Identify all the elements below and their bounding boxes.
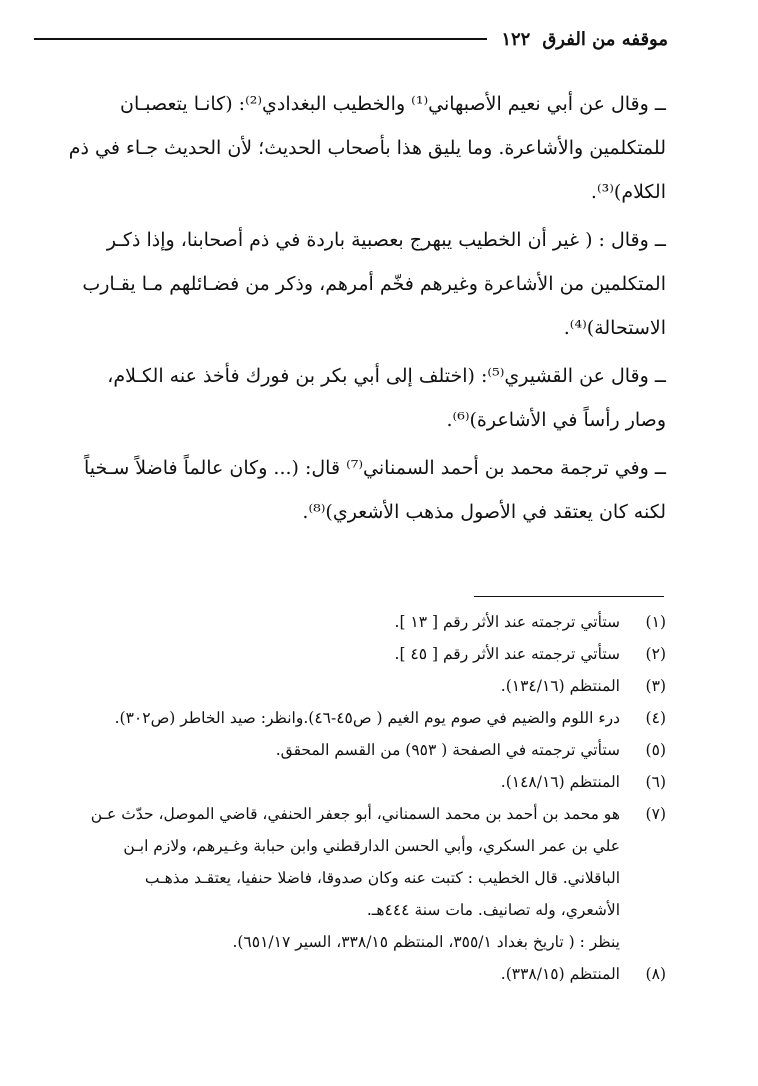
text-line: ــ وقال عن القشيري⁽⁵⁾: (اختلف إلى أبي بكر بن فورك فأخذ عنه الكـلام، <box>107 365 666 387</box>
main-text <box>58 82 666 536</box>
header-rule <box>34 38 487 40</box>
footnote-text: علي بن عمر السكري، وأبي الحسن الدارقطني وابن حبابة وغـيرهم، ولازم ابـن <box>123 837 620 855</box>
footnote-text: ستأتي ترجمته في الصفحة ( ٩٥٣) من القسم المحقق. <box>275 741 620 759</box>
paragraph <box>58 218 666 350</box>
footnote <box>40 926 666 958</box>
footnote-text: هو محمد بن أحمد بن محمد السمناني، أبو جعفر الحنفي، قاضي الموصل، حدّث عـن <box>90 805 620 823</box>
footnote <box>40 958 666 990</box>
footnote <box>40 734 666 766</box>
footnote-text: ستأتي ترجمته عند الأثر رقم [ ١٣ ]. <box>394 613 620 631</box>
footnote <box>40 798 666 926</box>
footnote-text: ينظر : ( تاريخ بغداد ٣٥٥/١، المنتظم ٣٣٨/١٥، السير ٦٥١/١٧). <box>232 933 620 951</box>
footnote-text: المنتظم (١٤٨/١٦). <box>500 773 620 791</box>
footnote <box>40 606 666 638</box>
footnote-number: (٦) <box>645 773 666 791</box>
text-line: للمتكلمين والأشاعرة. وما يليق هذا بأصحاب الحديث؛ لأن الحديث جـاء في ذم <box>68 137 666 159</box>
footnotes <box>40 606 666 990</box>
text-line: ــ وقال : ( غير أن الخطيب يبهرج بعصبية باردة في ذم أصحابنا، وإذا ذكـر <box>106 229 666 251</box>
text-line: لكنه كان يعتقد في الأصول مذهب الأشعري)⁽⁸⁾. <box>302 501 666 523</box>
footnote <box>40 670 666 702</box>
footnote-number: (١) <box>645 613 666 631</box>
text-line: ــ وفي ترجمة محمد بن أحمد السمناني⁽⁷⁾ قال: (... وكان عالماً فاضلاً سـخياً <box>83 457 666 479</box>
footnote-text: المنتظم (٣٣٨/١٥). <box>500 965 620 983</box>
footnote-text: المنتظم (١٣٤/١٦). <box>500 677 620 695</box>
footnote-number: (٢) <box>645 645 666 663</box>
paragraph <box>58 446 666 534</box>
footnote-number: (٨) <box>645 965 666 983</box>
text-line: المتكلمين من الأشاعرة وغيرهم فخّم أمرهم، وذكر من فضـائلهم مـا يقـارب <box>82 273 666 295</box>
page-number: ١٢٢ <box>501 28 531 50</box>
footnote-text: الباقلاني. قال الخطيب : كتبت عنه وكان صدوقا، فاضلا حنفيا، يعتقـد مذهـب <box>144 869 620 887</box>
footnote <box>40 766 666 798</box>
paragraph <box>58 354 666 442</box>
footnote-number: (٧) <box>645 805 666 823</box>
footnote-number: (٣) <box>645 677 666 695</box>
paragraph <box>58 82 666 214</box>
footnote-text: الأشعري، وله تصانيف. مات سنة ٤٤٤هـ. <box>366 901 620 919</box>
footnote <box>40 702 666 734</box>
text-line: الكلام)⁽³⁾. <box>590 181 666 203</box>
footnote-number: (٥) <box>645 741 666 759</box>
text-line: وصار رأساً في الأشاعرة)⁽⁶⁾. <box>446 409 666 431</box>
footnote-text: درء اللوم والضيم في صوم يوم الغيم ( ص٤٥-٤٦).وانظر: صيد الخاطر (ص٣٠٢). <box>114 709 620 727</box>
footnote-number: (٤) <box>645 709 666 727</box>
text-line: ــ وقال عن أبي نعيم الأصبهاني⁽¹⁾ والخطيب البغدادي⁽²⁾: (كانـا يتعصبـان <box>120 93 666 115</box>
footnote <box>40 638 666 670</box>
footnote-separator <box>474 596 664 597</box>
page-header <box>34 22 668 56</box>
text-line: الاستحالة)⁽⁴⁾. <box>563 317 666 339</box>
running-title: موقفه من الفرق <box>542 28 668 50</box>
footnote-text: ستأتي ترجمته عند الأثر رقم [ ٤٥ ]. <box>394 645 620 663</box>
footnote-number <box>620 926 666 958</box>
